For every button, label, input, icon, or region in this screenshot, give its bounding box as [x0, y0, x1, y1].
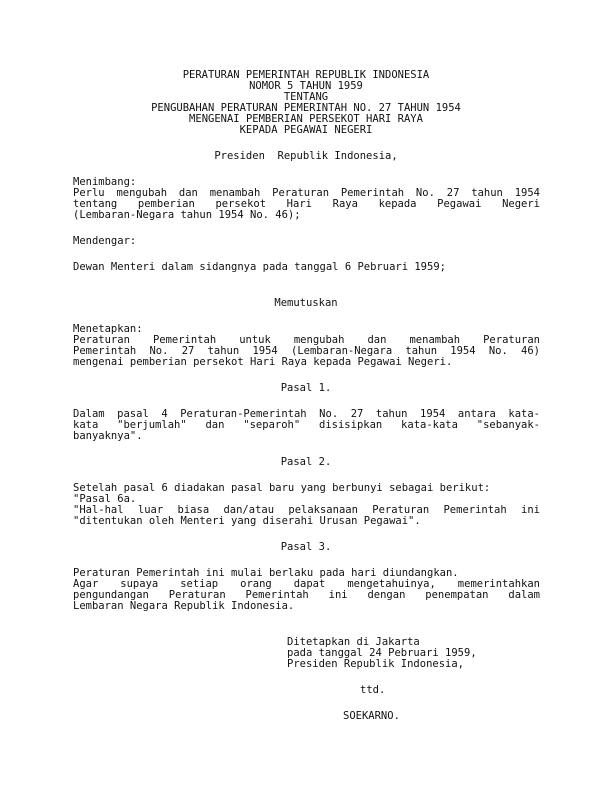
regulation-title: PERATURAN PEMERINTAH REPUBLIK INDONESIA: [182, 69, 430, 81]
pasal2-line4: "ditentukan oleh Menteri yang diserahi Urusan Pegawai".: [73, 515, 421, 527]
menetapkan-line3: mengenai pemberian persekot Hari Raya kepada Pegawai Negeri.: [73, 356, 453, 368]
pasal1-line2: kata "berjumlah" dan "separoh" disisipkan kata-kata "sebanyak-: [73, 419, 540, 431]
signature-ttd: ttd.: [360, 684, 386, 696]
pasal2-line3: "Hal-hal luar biasa dan/atau pelaksanaan Peraturan Pemerintah ini: [73, 504, 540, 516]
regulation-tentang: TENTANG: [283, 91, 329, 103]
signature-name: SOEKARNO.: [343, 710, 400, 722]
menimbang-line1: Perlu mengubah dan menambah Peraturan Pemerintah No. 27 tahun 1954: [73, 187, 540, 199]
presiden-line: Presiden Republik Indonesia,: [214, 150, 398, 162]
menetapkan-label: Menetapkan:: [73, 323, 143, 335]
memutuskan-heading: Memutuskan: [274, 297, 338, 309]
signature-date: pada tanggal 24 Pebruari 1959,: [287, 647, 477, 659]
menimbang-label: Menimbang:: [73, 176, 137, 188]
mendengar-label: Mendengar:: [73, 235, 137, 247]
regulation-subject-line2: MENGENAI PEMBERIAN PERSEKOT HARI RAYA: [189, 113, 423, 125]
regulation-number: NOMOR 5 TAHUN 1959: [249, 80, 363, 92]
pasal2-line1: Setelah pasal 6 diadakan pasal baru yang berbunyi sebagai berikut:: [73, 482, 491, 494]
regulation-subject-line1: PENGUBAHAN PERATURAN PEMERINTAH NO. 27 TAHUN 1954: [151, 102, 461, 114]
pasal3-line3: pengundangan Peraturan Pemerintah ini dengan penempatan dalam: [73, 589, 540, 601]
pasal2-line2: "Pasal 6a.: [73, 493, 137, 505]
pasal1-line3: banyaknya".: [73, 430, 143, 442]
pasal1-title: Pasal 1.: [280, 382, 332, 394]
pasal2-title: Pasal 2.: [280, 456, 332, 468]
pasal3-line1: Peraturan Pemerintah ini mulai berlaku pada hari diundangkan.: [73, 567, 459, 579]
signature-place: Ditetapkan di Jakarta: [287, 636, 420, 648]
mendengar-line1: Dewan Menteri dalam sidangnya pada tanggal 6 Pebruari 1959;: [73, 261, 446, 273]
pasal3-title: Pasal 3.: [280, 541, 332, 553]
menetapkan-line1: Peraturan Pemerintah untuk mengubah dan menambah Peraturan: [73, 334, 540, 346]
pasal3-line2: Agar supaya setiap orang dapat mengetahuinya, memerintahkan: [73, 578, 540, 590]
menetapkan-line2: Pemerintah No. 27 tahun 1954 (Lembaran-Negara tahun 1954 No. 46): [73, 345, 540, 357]
menimbang-line2: tentang pemberian persekot Hari Raya kepada Pegawai Negeri: [73, 198, 540, 210]
regulation-subject-line3: KEPADA PEGAWAI NEGERI: [239, 124, 373, 136]
signature-title: Presiden Republik Indonesia,: [287, 658, 465, 670]
pasal3-line4: Lembaran Negara Republik Indonesia.: [73, 600, 295, 612]
menimbang-line3: (Lembaran-Negara tahun 1954 No. 46);: [73, 209, 301, 221]
pasal1-line1: Dalam pasal 4 Peraturan-Pemerintah No. 27 tahun 1954 antara kata-: [73, 408, 540, 420]
